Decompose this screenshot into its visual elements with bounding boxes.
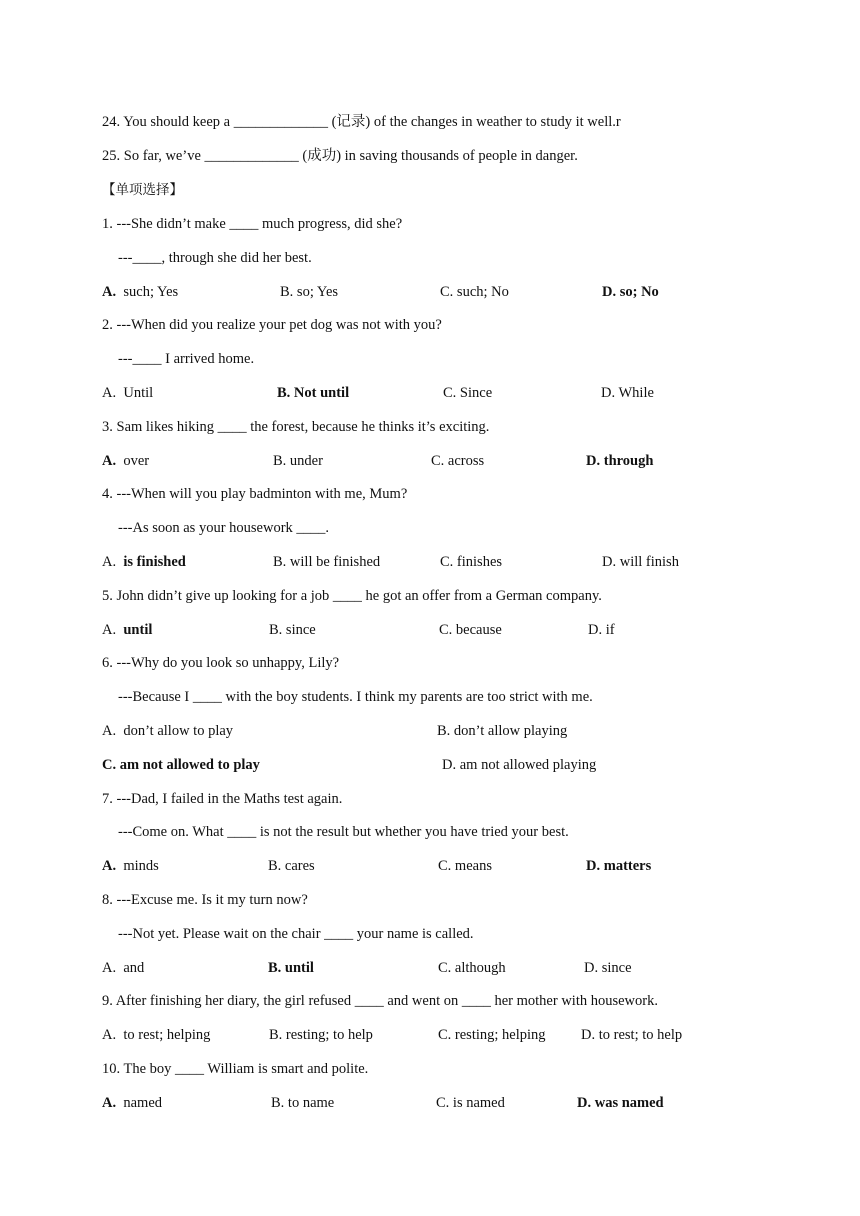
question-7-option-d: D. matters: [586, 858, 652, 874]
question-9-option-b: B. resting; to help: [269, 1027, 373, 1043]
question-8-option-d: D. since: [584, 960, 632, 976]
question-9-option-a: A. to rest; helping: [102, 1027, 211, 1043]
question-9-option-d: D. to rest; to help: [581, 1027, 683, 1043]
question-10-option-b: B. to name: [271, 1095, 335, 1111]
question-3-stem: 3. Sam likes hiking ____ the forest, because he thinks it’s exciting.: [102, 419, 490, 435]
question-5-option-a: A. until: [102, 622, 153, 638]
question-7-option-c: C. means: [438, 858, 492, 874]
question-3-option-d: D. through: [586, 453, 654, 469]
question-5-option-b: B. since: [269, 622, 316, 638]
question-7-answer-line: ---Come on. What ____ is not the result but whether you have tried your best.: [118, 824, 569, 840]
question-10-option-a: A. named: [102, 1095, 163, 1111]
question-7-option-b: B. cares: [268, 858, 315, 874]
question-8-option-b: B. until: [268, 960, 314, 976]
question-6-stem: 6. ---Why do you look so unhappy, Lily?: [102, 655, 340, 671]
question-1-option-a: A. such; Yes: [102, 284, 179, 300]
question-2-option-c: C. Since: [443, 385, 493, 401]
question-10-option-c: C. is named: [436, 1095, 505, 1111]
question-4-option-a: A. is finished: [102, 554, 186, 570]
question-9-stem: 9. After finishing her diary, the girl refused ____ and went on ____ her mother with housework.: [102, 993, 658, 1009]
question-6-option-b: B. don’t allow playing: [437, 723, 568, 739]
section-title: 【单项选择】: [102, 182, 183, 198]
question-4-option-b: B. will be finished: [273, 554, 381, 570]
question-3-option-c: C. across: [431, 453, 485, 469]
question-6-answer-line: ---Because I ____ with the boy students. I think my parents are too strict with me.: [118, 689, 593, 705]
question-4-answer-line: ---As soon as your housework ____.: [118, 520, 330, 536]
question-8-option-c: C. although: [438, 960, 506, 976]
question-8-stem: 8. ---Excuse me. Is it my turn now?: [102, 892, 308, 908]
question-3-option-b: B. under: [273, 453, 323, 469]
question-2-answer-line: ---____ I arrived home.: [118, 351, 255, 367]
question-7-option-a: A. minds: [102, 858, 159, 874]
question-4-stem: 4. ---When will you play badminton with me, Mum?: [102, 486, 408, 502]
question-10-option-d: D. was named: [577, 1095, 664, 1111]
question-8-answer-line: ---Not yet. Please wait on the chair ____ your name is called.: [118, 926, 474, 942]
fill-in-item-24: 24. You should keep a _____________ (记录) of the changes in weather to study it well.r: [102, 114, 621, 130]
question-4-option-d: D. will finish: [602, 554, 679, 570]
question-1-option-d: D. so; No: [602, 284, 659, 300]
question-6-option-d: D. am not allowed playing: [442, 757, 597, 773]
question-5-option-d: D. if: [588, 622, 615, 638]
fill-in-item-25: 25. So far, we’ve _____________ (成功) in saving thousands of people in danger.: [102, 148, 578, 164]
question-2-option-d: D. While: [601, 385, 654, 401]
question-9-option-c: C. resting; helping: [438, 1027, 546, 1043]
question-2-stem: 2. ---When did you realize your pet dog was not with you?: [102, 317, 442, 333]
question-3-option-a: A. over: [102, 453, 150, 469]
question-1-answer-line: ---____, through she did her best.: [118, 250, 312, 266]
question-4-option-c: C. finishes: [440, 554, 503, 570]
question-2-option-b: B. Not until: [277, 385, 350, 401]
question-1-stem: 1. ---She didn’t make ____ much progress, did she?: [102, 216, 403, 232]
question-7-stem: 7. ---Dad, I failed in the Maths test again.: [102, 791, 343, 807]
question-5-stem: 5. John didn’t give up looking for a job ____ he got an offer from a German company.: [102, 588, 602, 604]
question-1-option-b: B. so; Yes: [280, 284, 339, 300]
question-10-stem: 10. The boy ____ William is smart and polite.: [102, 1061, 369, 1077]
question-1-option-c: C. such; No: [440, 284, 509, 300]
question-2-option-a: A. Until: [102, 385, 154, 401]
question-6-option-a: A. don’t allow to play: [102, 723, 234, 739]
question-8-option-a: A. and: [102, 960, 145, 976]
question-6-option-c: C. am not allowed to play: [102, 757, 260, 773]
question-5-option-c: C. because: [439, 622, 502, 638]
